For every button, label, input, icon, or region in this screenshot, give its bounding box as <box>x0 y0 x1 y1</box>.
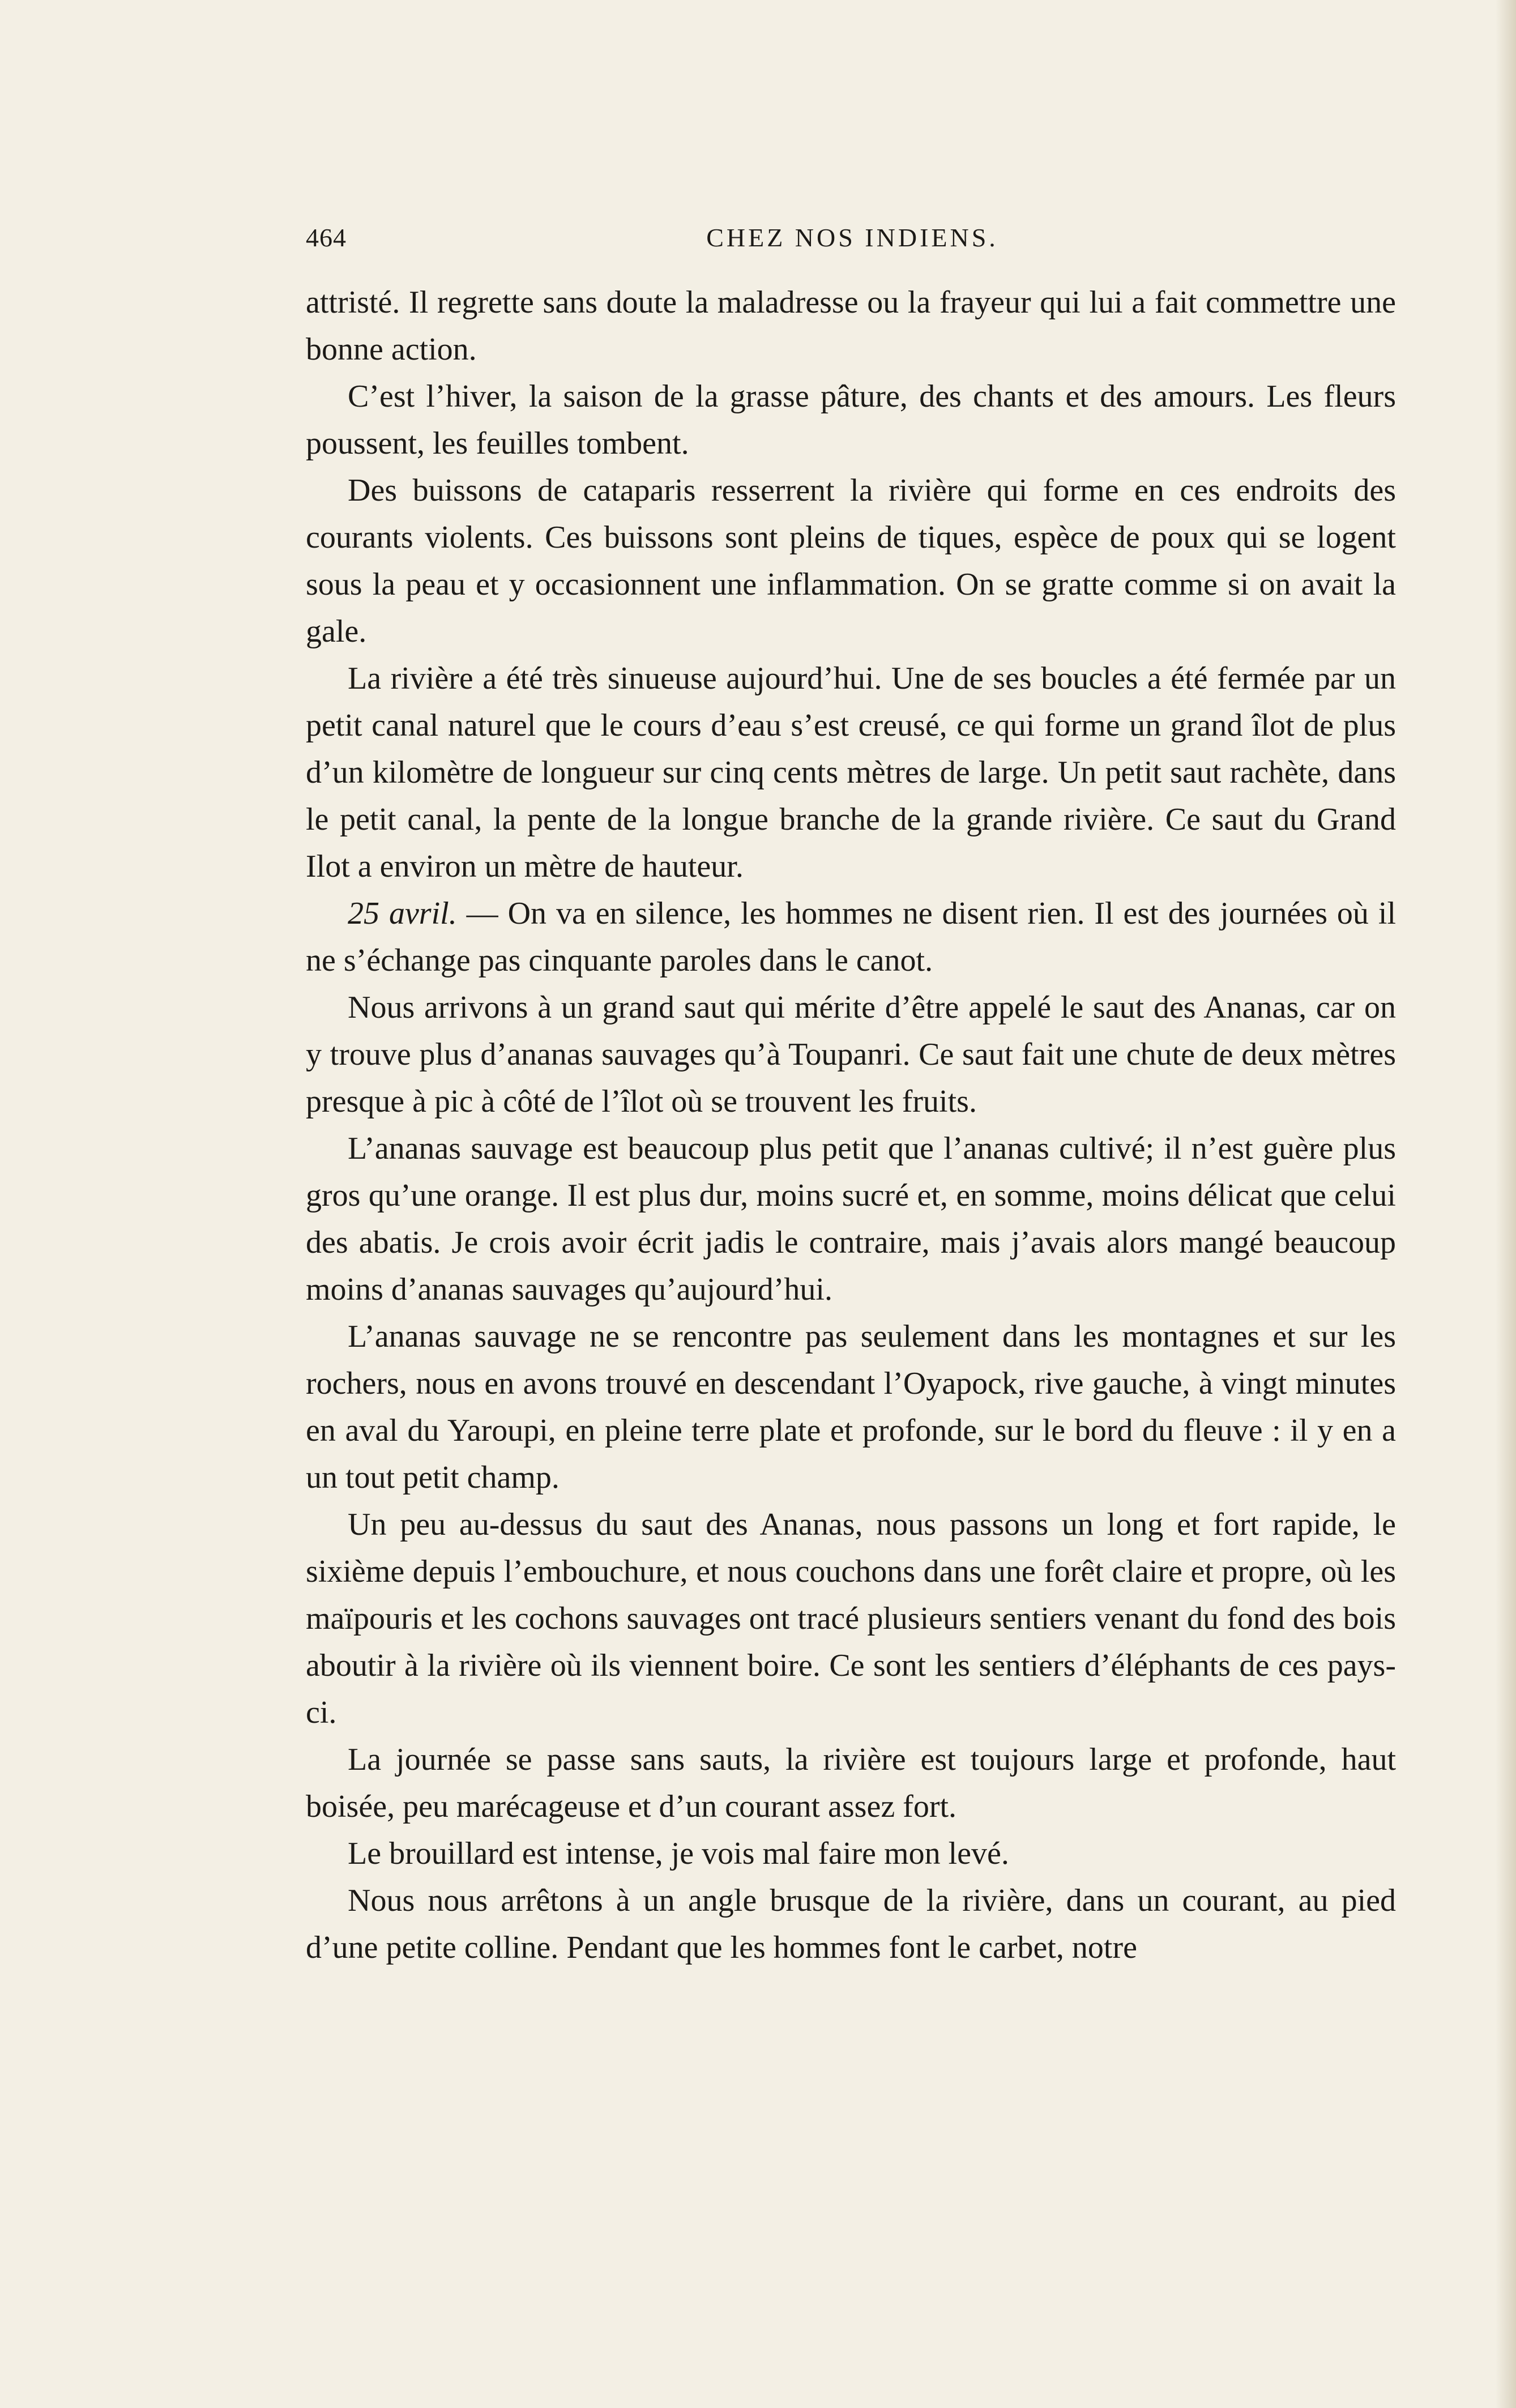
running-title: CHEZ NOS INDIENS. <box>706 223 998 252</box>
body-text <box>306 279 1396 1971</box>
paragraph: L’ananas sauvage ne se rencontre pas seulement dans les montagnes et sur les rochers, nous en avons trouvé en descendant l’Oyapock, rive gauche, à vingt minutes en aval du Yaroupi, en pleine terre plate et profonde, sur le bord du fleuve : il y en a un tout petit champ. <box>306 1319 1396 1495</box>
paragraph: Nous arrivons à un grand saut qui mérite d’être appelé le saut des Ananas, car on y trouve plus d’ananas sauvages qu’à Toupanri. Ce saut fait une chute de deux mètres presque à pic à côté de l’îlot où se trouvent les fruits. <box>306 990 1396 1119</box>
page-number: 464 <box>306 223 347 252</box>
paragraph: La rivière a été très sinueuse aujourd’hui. Une de ses boucles a été fermée par un petit canal naturel que le cours d’eau s’est creusé, ce qui forme un grand îlot de plus d’un kilomètre de longueur sur cinq cents mètres de large. Un petit saut rachète, dans le petit canal, la pente de la longue branche de la grande rivière. Ce saut du Grand Ilot a environ un mètre de hauteur. <box>306 661 1396 884</box>
paragraph: Nous nous arrêtons à un angle brusque de la rivière, dans un courant, au pied d’une petite colline. Pendant que les hommes font le carbet, notre <box>306 1883 1396 1965</box>
paragraph: attristé. Il regrette sans doute la maladresse ou la frayeur qui lui a fait commettre une bonne action. <box>306 285 1396 367</box>
page-edge <box>1496 0 1516 2408</box>
entry-date: 25 avril. <box>348 896 457 931</box>
paragraph: C’est l’hiver, la saison de la grasse pâture, des chants et des amours. Les fleurs poussent, les feuilles tombent. <box>306 379 1396 461</box>
paragraph: L’ananas sauvage est beaucoup plus petit que l’ananas cultivé; il n’est guère plus gros qu’une orange. Il est plus dur, moins sucré et, en somme, moins délicat que celui des abatis. Je crois avoir écrit jadis le contraire, mais j’avais alors mangé beaucoup moins d’ananas sauvages qu’aujourd’hui. <box>306 1131 1396 1307</box>
paragraph: Le brouillard est intense, je vois mal faire mon levé. <box>348 1836 1009 1871</box>
paragraph: Des buissons de cataparis resserrent la rivière qui forme en ces endroits des courants violents. Ces buissons sont pleins de tiques, espèce de poux qui se logent sous la peau et y occasionnent une inflammation. On se gratte comme si on avait la gale. <box>306 473 1396 649</box>
paragraph: Un peu au-dessus du saut des Ananas, nous passons un long et fort rapide, le sixième depuis l’embouchure, et nous couchons dans une forêt claire et propre, où les maïpouris et les cochons sauvages ont tracé plusieurs sentiers venant du fond des bois aboutir à la rivière où ils viennent boire. Ce sont les sentiers d’éléphants de ces pays-ci. <box>306 1507 1396 1730</box>
paragraph: La journée se passe sans sauts, la rivière est toujours large et profonde, haut boisée, peu marécageuse et d’un courant assez fort. <box>306 1742 1396 1824</box>
paragraph-text: — On va en silence, les hommes ne disent rien. Il est des journées où il ne s’échange pas cinquante paroles dans le canot. <box>306 896 1396 978</box>
page-header <box>306 218 1399 258</box>
dated-paragraph <box>306 890 1396 984</box>
